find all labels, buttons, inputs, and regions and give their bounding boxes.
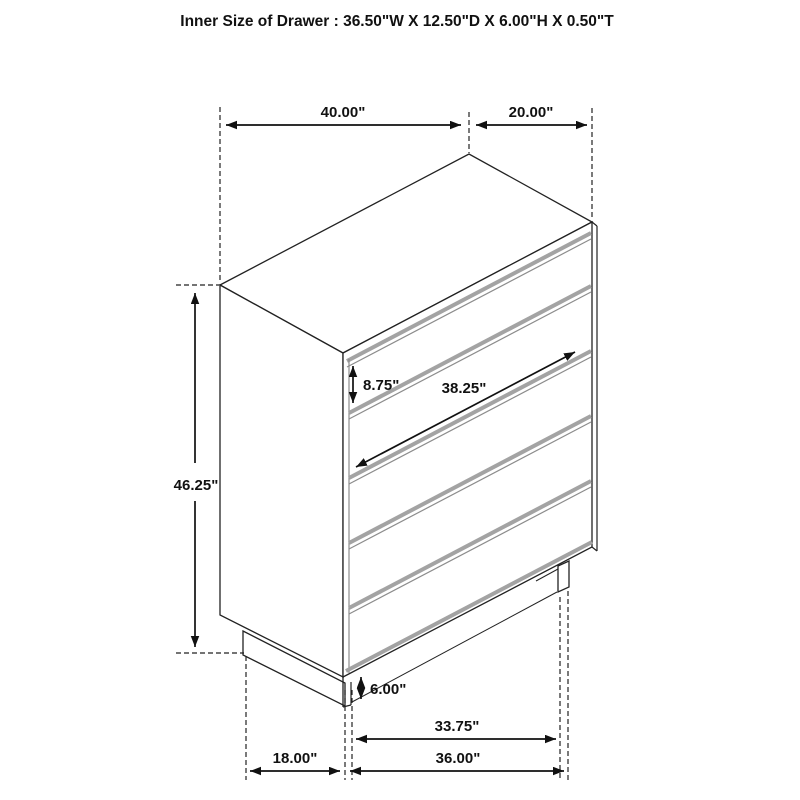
dim-depth-top [476, 104, 587, 125]
chest-left-side-face [220, 285, 343, 677]
dim-base-inner-width [356, 718, 556, 739]
dim-label-depth-top: 20.00" [508, 104, 554, 121]
right-edge-top [592, 222, 597, 226]
dim-base-height [361, 677, 406, 699]
dim-label-drawer-height: 8.75" [363, 377, 400, 394]
dim-label-height: 46.25" [173, 477, 219, 494]
dim-label-base-height: 6.00" [370, 681, 407, 698]
dim-base-width [350, 750, 564, 771]
dim-base-depth [250, 750, 340, 771]
dim-height [174, 293, 219, 647]
dim-label-width-top: 40.00" [320, 104, 366, 121]
right-leg [558, 561, 569, 592]
dim-width-top [226, 104, 461, 125]
dim-label-drawer-width: 38.25" [441, 380, 487, 397]
dim-label-base-width: 36.00" [435, 750, 481, 767]
dim-label-base-inner-width: 33.75" [434, 718, 480, 735]
chest-drawing [220, 154, 597, 707]
dim-label-base-depth: 18.00" [272, 750, 318, 767]
right-edge-bottom [592, 547, 597, 551]
page-title: Inner Size of Drawer : 36.50"W X 12.50"D X 6.00"H X 0.50"T [180, 13, 614, 30]
